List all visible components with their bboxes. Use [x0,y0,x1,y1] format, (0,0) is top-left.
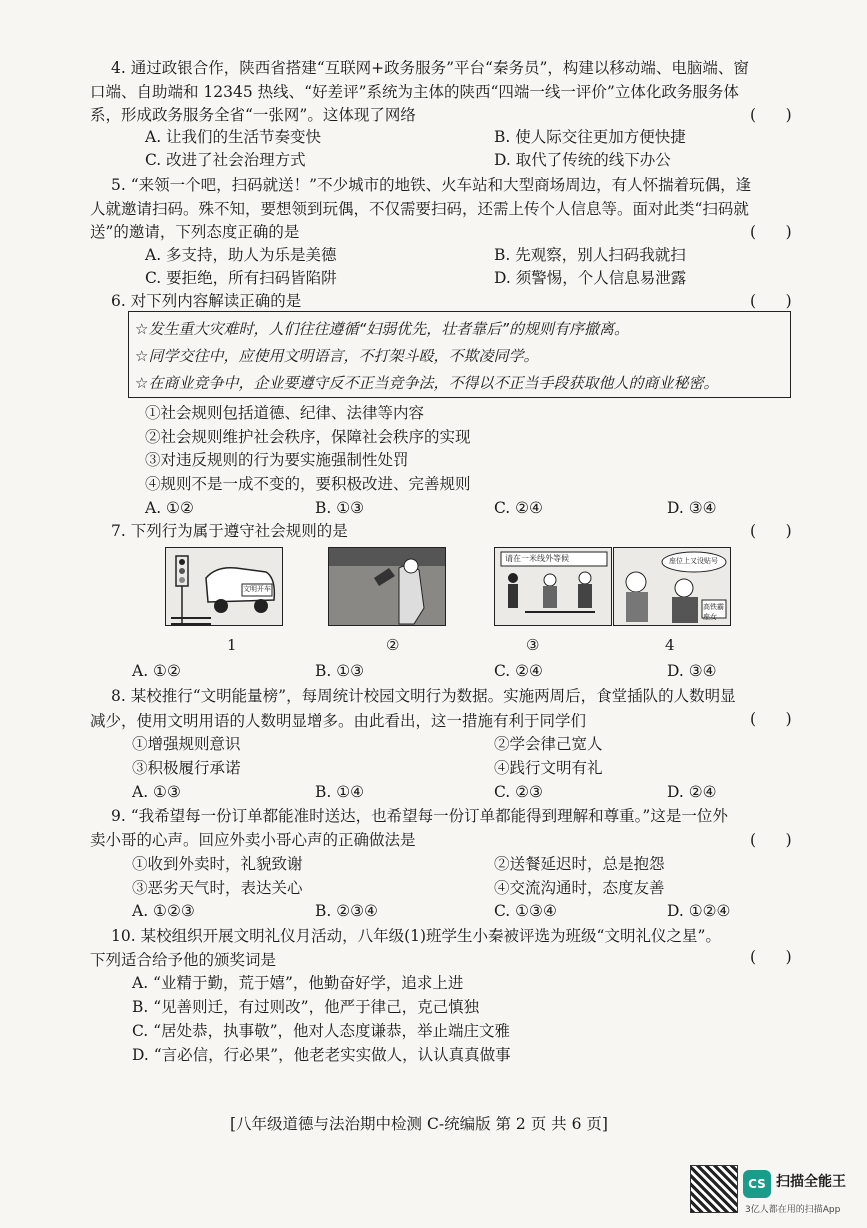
q6-statement-4: ④规则不是一成不变的，要积极改进、完善规则 [145,475,471,493]
q4-stem-line2: 口端、自助端和 12345 热线、“好差评”系统为主体的陕西“四端一线一评价”立体化政务服务体 [90,83,739,101]
q6-statement-1: ①社会规则包括道德、纪律、法律等内容 [145,404,425,422]
q7-picture-3 [494,547,612,626]
q8-stem-line2: 减少，使用文明用语的人数明显增多。由此看出，这一措施有利于同学们 [90,712,587,730]
q5-option-c: C. 要拒绝，所有扫码皆陷阱 [145,269,337,287]
q7-pic1-sign: 文明开车 [243,585,271,593]
q9-stem-line1: 9. “我希望每一份订单都能准时送达，也希望每一份订单都能得到理解和尊重。”这是一位外 [111,807,728,825]
q8-stem-line1: 8. 某校推行“文明能量榜”，每周统计校园文明行为数据。实施两周后，食堂插队的人数明显 [111,687,736,705]
q6-option-d: D. ③④ [667,499,717,517]
q6-material-2: ☆同学交往中，应使用文明语言，不打架斗殴，不欺凌同学。 [135,347,539,365]
q5-stem-line2: 人就邀请扫码。殊不知，要想领到玩偶，不仅需要扫码，还需上传个人信息等。面对此类“扫码就 [90,200,749,218]
q4-answer-bracket: ( ) [750,106,792,124]
q6-option-c: C. ②④ [494,499,543,517]
q7-picture-1 [165,547,283,626]
q7-pic-label-3: ③ [526,636,540,654]
q6-material-box [128,311,791,398]
q8-statement-2: ②学会律己宽人 [494,735,603,753]
q5-stem-line1: 5. “来领一个吧，扫码就送！”不少城市的地铁、火车站和大型商场周边，有人怀揣着玩偶，逢 [111,176,752,194]
q8-option-a: A. ①③ [132,783,181,801]
q7-option-b: B. ①③ [315,662,365,680]
q8-statement-4: ④践行文明有礼 [494,759,603,777]
q6-statement-3: ③对违反规则的行为要实施强制性处罚 [145,451,409,469]
q7-answer-bracket: ( ) [750,522,792,540]
q6-material-1: ☆发生重大灾难时，人们往往遵循“妇弱优先，壮者靠后”的规则有序撤离。 [135,320,629,338]
qr-code-icon [690,1165,738,1213]
q4-option-c: C. 改进了社会治理方式 [145,151,306,169]
q9-statement-4: ④交流沟通时，态度友善 [494,879,665,897]
q4-option-d: D. 取代了传统的线下办公 [494,151,671,169]
q7-picture-2 [328,547,446,626]
q7-option-a: A. ①② [132,662,181,680]
q7-picture-4 [613,547,731,626]
q5-stem-line3: 送”的邀请，下列态度正确的是 [90,223,300,241]
q6-material-3: ☆在商业竞争中，企业要遵守反不正当竞争法，不得以不正当手段获取他人的商业秘密。 [135,374,719,392]
q10-option-b: B. “见善则迁，有过则改”，他严于律己，克己慎独 [132,998,480,1016]
q10-option-c: C. “居处恭，执事敬”，他对人态度谦恭，举止端庄文雅 [132,1022,511,1040]
q5-option-d: D. 须警惕，个人信息易泄露 [494,269,687,287]
q7-pic4-bubble: 座位上又没贴号 [669,557,718,565]
q6-answer-bracket: ( ) [750,292,792,310]
q6-statement-2: ②社会规则维护社会秩序，保障社会秩序的实现 [145,428,471,446]
q10-option-a: A. “业精于勤，荒于嬉”，他勤奋好学，追求上进 [132,974,464,992]
q4-stem-line3: 系，形成政务服务全省“一张网”。这体现了网络 [90,106,416,124]
street-scene-icon [329,548,446,626]
q4-option-a: A. 让我们的生活节奏变快 [145,128,322,146]
page-footer: [八年级道德与法治期中检测 C-统编版 第 2 页 共 6 页] [230,1115,608,1133]
q7-option-d: D. ③④ [667,662,717,680]
q6-option-b: B. ①③ [315,499,365,517]
q9-stem-line2: 卖小哥的心声。回应外卖小哥心声的正确做法是 [90,831,416,849]
q10-stem-line1: 10. 某校组织开展文明礼仪月活动，八年级(1)班学生小秦被评选为班级“文明礼仪之星”。 [111,927,721,945]
scanner-app-tagline: 3亿人都在用的扫描App [745,1205,841,1215]
scanner-app-name: 扫描全能王 [776,1174,846,1190]
q8-option-c: C. ②③ [494,783,543,801]
q7-pic-label-4: 4 [665,636,675,654]
q7-stem: 7. 下列行为属于遵守社会规则的是 [111,522,348,540]
q9-option-a: A. ①②③ [132,902,195,920]
q4-stem-line1: 4. 通过政银合作，陕西省搭建“互联网+政务服务”平台“秦务员”，构建以移动端、电脑端、窗 [111,59,749,77]
q5-option-a: A. 多支持，助人为乐是美德 [145,246,337,264]
q10-option-d: D. “言必信，行必果”，他老老实实做人，认认真真做事 [132,1046,511,1064]
q8-option-b: B. ①④ [315,783,365,801]
q5-option-b: B. 先观察，别人扫码我就扫 [494,246,686,264]
q9-statement-3: ③恶劣天气时，表达关心 [132,879,303,897]
q4-option-b: B. 使人际交往更加方便快捷 [494,128,686,146]
q8-option-d: D. ②④ [667,783,717,801]
q9-option-c: C. ①③④ [494,902,557,920]
q7-option-c: C. ②④ [494,662,543,680]
q7-pic4-label: 高铁霸座女 [703,603,724,621]
q8-answer-bracket: ( ) [750,710,792,728]
q9-statement-2: ②送餐延迟时，总是抱怨 [494,855,665,873]
q9-statement-1: ①收到外卖时，礼貌致谢 [132,855,303,873]
q6-stem: 6. 对下列内容解读正确的是 [111,292,302,310]
q7-pic-label-1: 1 [227,636,237,654]
q9-answer-bracket: ( ) [750,831,792,849]
q9-option-d: D. ①②④ [667,902,731,920]
q8-statement-3: ③积极履行承诺 [132,759,241,777]
q10-stem-line2: 下列适合给予他的颁奖词是 [90,951,277,969]
q10-answer-bracket: ( ) [750,948,792,966]
q7-pic3-sign: 请在一米线外等候 [505,554,569,563]
q6-option-a: A. ①② [145,499,194,517]
q5-answer-bracket: ( ) [750,223,792,241]
q7-pic-label-2: ② [386,636,400,654]
camscanner-logo-icon: CS [743,1170,771,1198]
q8-statement-1: ①增强规则意识 [132,735,241,753]
q9-option-b: B. ②③④ [315,902,378,920]
